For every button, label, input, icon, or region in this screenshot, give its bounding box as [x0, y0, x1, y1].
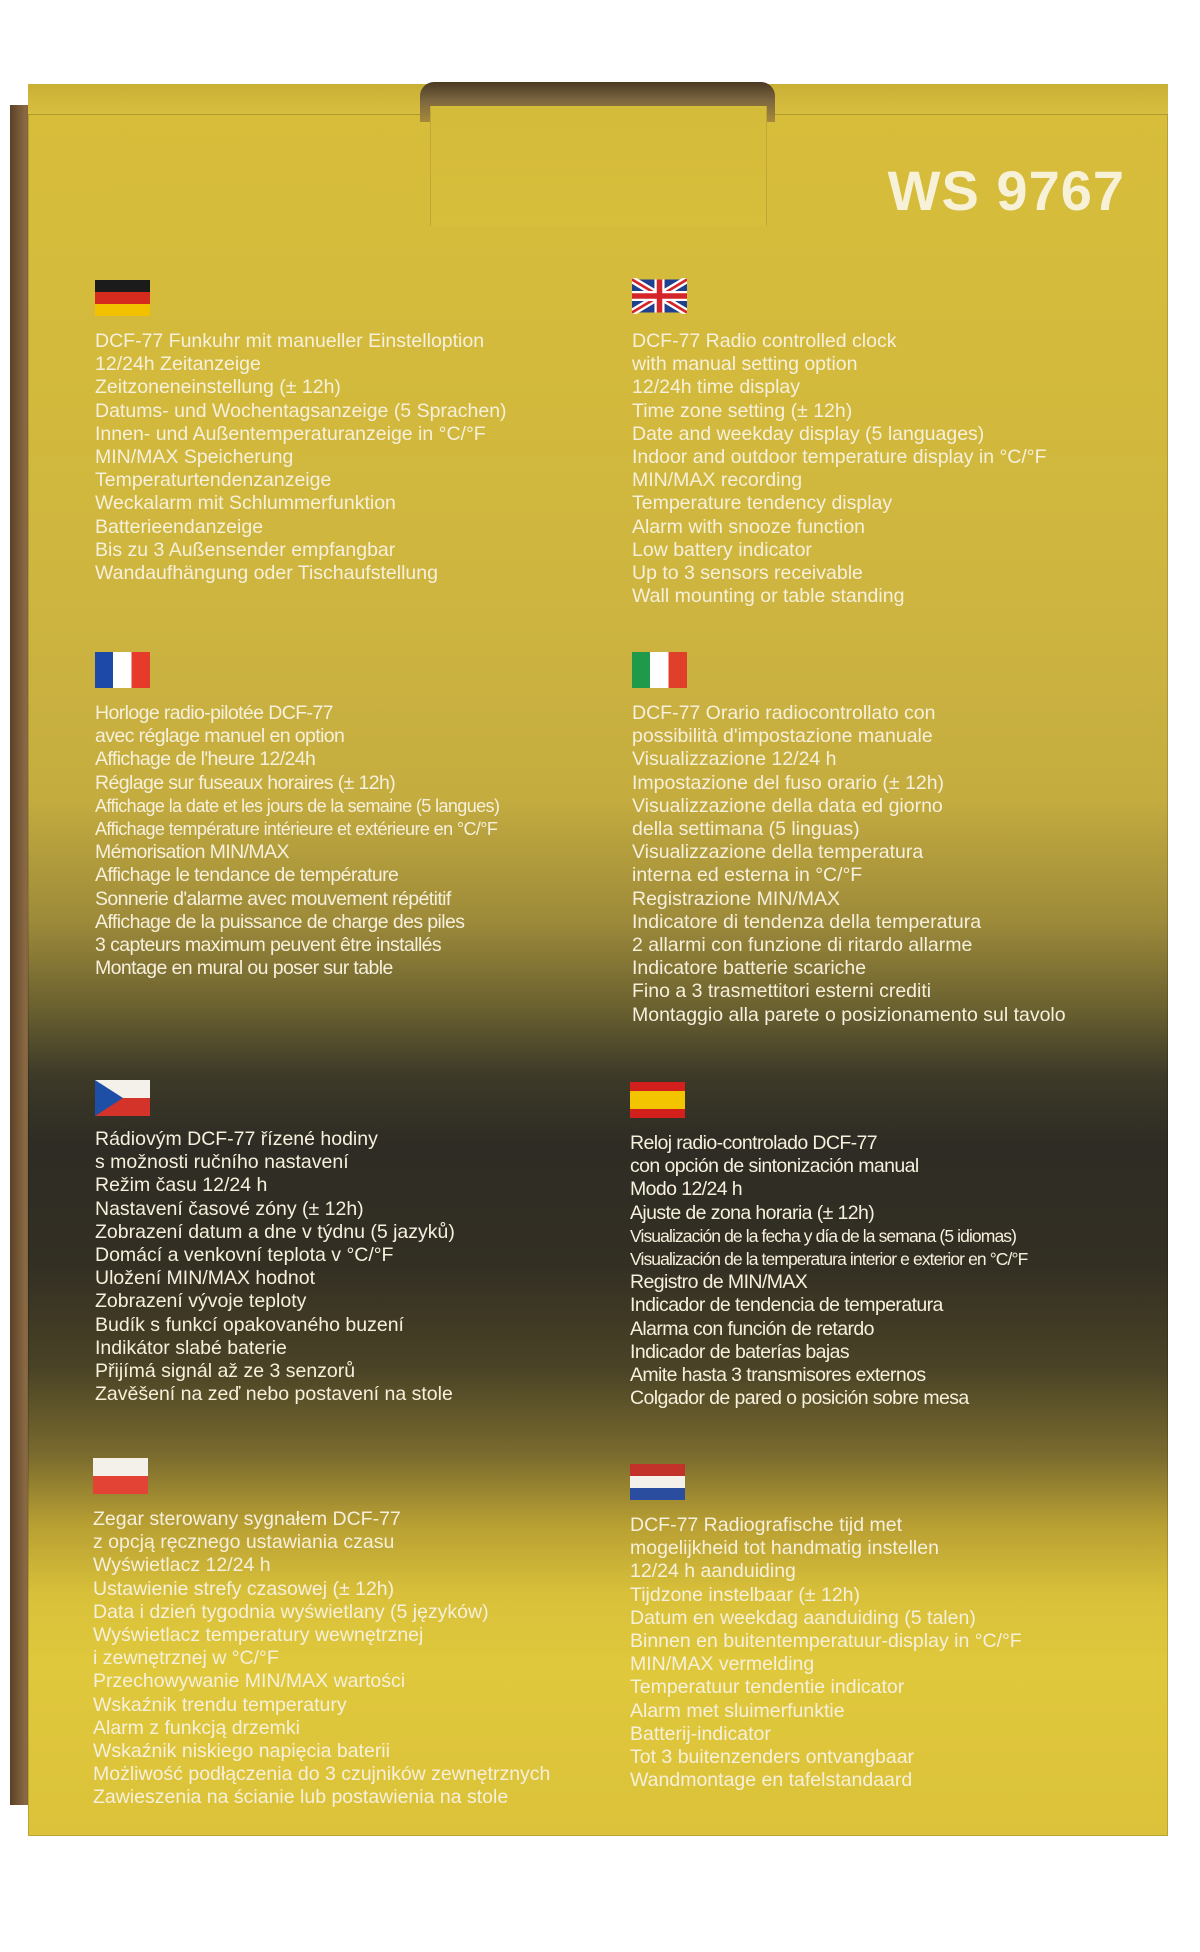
italian-line: Fino a 3 trasmettitori esterni crediti: [632, 980, 932, 1003]
french-line: Mémorisation MIN/MAX: [95, 841, 289, 864]
section-english: [632, 330, 1142, 608]
polish-line: Ustawienie strefy czasowej (± 12h): [93, 1577, 395, 1600]
polish-line: Wyświetlacz 12/24 h: [93, 1554, 271, 1577]
english-line: Indoor and outdoor temperature display in °C/°F: [632, 446, 1047, 469]
italian-line: Registrazione MIN/MAX: [632, 887, 841, 910]
spanish-line: Ajuste de zona horaria (± 12h): [630, 1201, 875, 1224]
french-line: Affichage température intérieure et extérieure en °C/°F: [95, 819, 498, 840]
czech-line: s možnosti ručního nastavení: [95, 1151, 349, 1174]
dutch-line: Tot 3 buitenzenders ontvangbaar: [630, 1746, 915, 1769]
polish-line: Przechowywanie MIN/MAX wartości: [93, 1670, 406, 1693]
polish-line: Zawieszenia na ścianie lub postawienia na stole: [93, 1786, 509, 1809]
italian-line: Visualizzazione 12/24 h: [632, 748, 837, 771]
german-line: Zeitzoneneinstellung (± 12h): [95, 376, 341, 399]
czech-line: Zavěšení na zeď nebo postavení na stole: [95, 1383, 453, 1406]
dutch-line: Binnen en buitentemperatuur-display in °C/°F: [630, 1630, 1022, 1653]
spanish-line: Reloj radio-controlado DCF-77: [630, 1132, 878, 1154]
french-line: Réglage sur fuseaux horaires (± 12h): [95, 771, 396, 794]
french-line: avec réglage manuel en option: [95, 725, 345, 748]
spanish-line: Indicador de tendencia de temperatura: [630, 1294, 943, 1317]
french-line: Affichage de l'heure 12/24h: [95, 748, 316, 771]
czech-line: Rádiovým DCF-77 řízené hodiny: [95, 1128, 378, 1150]
german-line: Temperaturtendenzanzeige: [95, 469, 332, 492]
dutch-line: MIN/MAX vermelding: [630, 1653, 815, 1676]
italian-line: Indicatore batterie scariche: [632, 957, 867, 980]
dutch-line: Tijdzone instelbaar (± 12h): [630, 1583, 861, 1606]
spain-flag-icon: [630, 1082, 685, 1118]
german-line: Bis zu 3 Außensender empfangbar: [95, 538, 396, 561]
italian-line: Visualizzazione della temperatura: [632, 841, 924, 864]
czech-line: Přijímá signál až ze 3 senzorů: [95, 1360, 356, 1383]
dutch-line: 12/24 h aanduiding: [630, 1560, 796, 1583]
english-line: Time zone setting (± 12h): [632, 399, 853, 422]
english-line: Low battery indicator: [632, 538, 812, 561]
uk-flag-icon: [632, 278, 687, 314]
italian-line: DCF-77 Orario radiocontrollato con: [632, 702, 936, 724]
german-line: DCF-77 Funkuhr mit manueller Einstelloption: [95, 330, 485, 352]
english-line: Temperature tendency display: [632, 492, 893, 515]
section-dutch: [630, 1514, 1140, 1792]
polish-line: Data i dzień tygodnia wyświetlany (5 języków): [93, 1600, 489, 1623]
france-flag-icon: [95, 652, 150, 688]
spanish-line: con opción de sintonización manual: [630, 1155, 919, 1178]
germany-flag-icon: [95, 280, 150, 316]
italian-line: Visualizzazione della data ed giorno: [632, 794, 943, 817]
dutch-line: Wandmontage en tafelstandaard: [630, 1769, 913, 1792]
spanish-line: Registro de MIN/MAX: [630, 1271, 808, 1294]
french-line: Affichage le tendance de température: [95, 864, 399, 887]
french-line: 3 capteurs maximum peuvent être installés: [95, 934, 442, 957]
french-line: Horloge radio-pilotée DCF-77: [95, 702, 333, 724]
italian-line: interna ed esterna in °C/°F: [632, 864, 863, 887]
spanish-line: Amite hasta 3 transmisores externos: [630, 1364, 926, 1387]
czech-line: Uložení MIN/MAX hodnot: [95, 1267, 316, 1290]
english-line: DCF-77 Radio controlled clock: [632, 330, 897, 352]
german-line: Datums- und Wochentagsanzeige (5 Sprachen): [95, 399, 507, 422]
french-line: Affichage de la puissance de charge des piles: [95, 910, 465, 933]
dutch-line: Batterij-indicator: [630, 1722, 771, 1745]
czech-line: Režim času 12/24 h: [95, 1174, 268, 1197]
french-line: Sonnerie d'alarme avec mouvement répétitif: [95, 887, 451, 910]
italian-line: Montaggio alla parete o posizionamento sul tavolo: [632, 1003, 1066, 1026]
polish-line: Alarm z funkcją drzemki: [93, 1716, 300, 1739]
polish-line: Wyświetlacz temperatury wewnętrznej: [93, 1624, 424, 1647]
spanish-line: Visualización de la temperatura interior e exterior en °C/°F: [630, 1249, 1028, 1270]
english-line: MIN/MAX recording: [632, 469, 803, 492]
czech-line: Indikátor slabé baterie: [95, 1336, 287, 1359]
spanish-line: Alarma con función de retardo: [630, 1317, 874, 1340]
english-line: Up to 3 sensors receivable: [632, 562, 863, 585]
section-polish: [93, 1508, 603, 1810]
model-number: WS 9767: [887, 159, 1125, 222]
czech-line: Domácí a venkovní teplota v °C/°F: [95, 1244, 394, 1267]
italy-flag-icon: [632, 652, 687, 688]
italian-line: Impostazione del fuso orario (± 12h): [632, 771, 945, 794]
german-line: MIN/MAX Speicherung: [95, 446, 294, 469]
polish-line: Wskaźnik trendu temperatury: [93, 1693, 347, 1716]
czech-line: Nastavení časové zóny (± 12h): [95, 1197, 364, 1220]
english-line: with manual setting option: [632, 353, 858, 376]
german-line: Weckalarm mit Schlummerfunktion: [95, 492, 396, 515]
dutch-line: Temperatuur tendentie indicator: [630, 1676, 905, 1699]
french-line: Montage en mural ou poser sur table: [95, 957, 393, 980]
section-italian: [632, 702, 1142, 1027]
box-flap-tab: [430, 106, 767, 226]
english-line: Wall mounting or table standing: [632, 585, 905, 608]
dutch-line: Alarm met sluimerfunktie: [630, 1699, 845, 1722]
italian-line: possibilità d'impostazione manuale: [632, 725, 933, 748]
poland-flag-icon: [93, 1458, 148, 1494]
spanish-line: Colgador de pared o posición sobre mesa: [630, 1387, 969, 1410]
english-line: Alarm with snooze function: [632, 515, 866, 538]
section-german: [95, 330, 605, 585]
english-line: Date and weekday display (5 languages): [632, 422, 985, 445]
polish-line: z opcją ręcznego ustawiania czasu: [93, 1531, 395, 1554]
german-line: Wandaufhängung oder Tischaufstellung: [95, 562, 438, 585]
czech-line: Budík s funkcí opakovaného buzení: [95, 1313, 404, 1336]
section-french: [95, 702, 605, 980]
polish-line: i zewnętrznej w °C/°F: [93, 1647, 279, 1670]
polish-line: Wskaźnik niskiego napięcia baterii: [93, 1740, 390, 1763]
polish-line: Możliwość podłączenia do 3 czujników zewnętrznych: [93, 1763, 551, 1786]
polish-line: Zegar sterowany sygnałem DCF-77: [93, 1508, 401, 1530]
spanish-line: Modo 12/24 h: [630, 1178, 743, 1201]
german-line: Innen- und Außentemperaturanzeige in °C/°F: [95, 422, 486, 445]
german-line: Batterieendanzeige: [95, 515, 264, 538]
dutch-line: Datum en weekdag aanduiding (5 talen): [630, 1606, 976, 1629]
german-line: 12/24h Zeitanzeige: [95, 353, 261, 376]
italian-line: Indicatore di tendenza della temperatura: [632, 910, 982, 933]
czech-line: Zobrazení datum a dne v týdnu (5 jazyků): [95, 1220, 455, 1243]
english-line: 12/24h time display: [632, 376, 801, 399]
netherlands-flag-icon: [630, 1464, 685, 1500]
czech-line: Zobrazení vývoje teploty: [95, 1290, 307, 1313]
section-spanish: [630, 1132, 1140, 1410]
dutch-line: mogelijkheid tot handmatig instellen: [630, 1537, 939, 1560]
czech-flag-icon: [95, 1080, 150, 1116]
spanish-line: Visualización de la fecha y día de la semana (5 idiomas): [630, 1225, 1017, 1246]
section-czech: [95, 1128, 605, 1406]
spanish-line: Indicador de baterías bajas: [630, 1340, 850, 1363]
italian-line: 2 allarmi con funzione di ritardo allarme: [632, 934, 973, 957]
dutch-line: DCF-77 Radiografische tijd met: [630, 1514, 903, 1536]
french-line: Affichage la date et les jours de la semaine (5 langues): [95, 795, 500, 816]
italian-line: della settimana (5 linguas): [632, 818, 860, 841]
